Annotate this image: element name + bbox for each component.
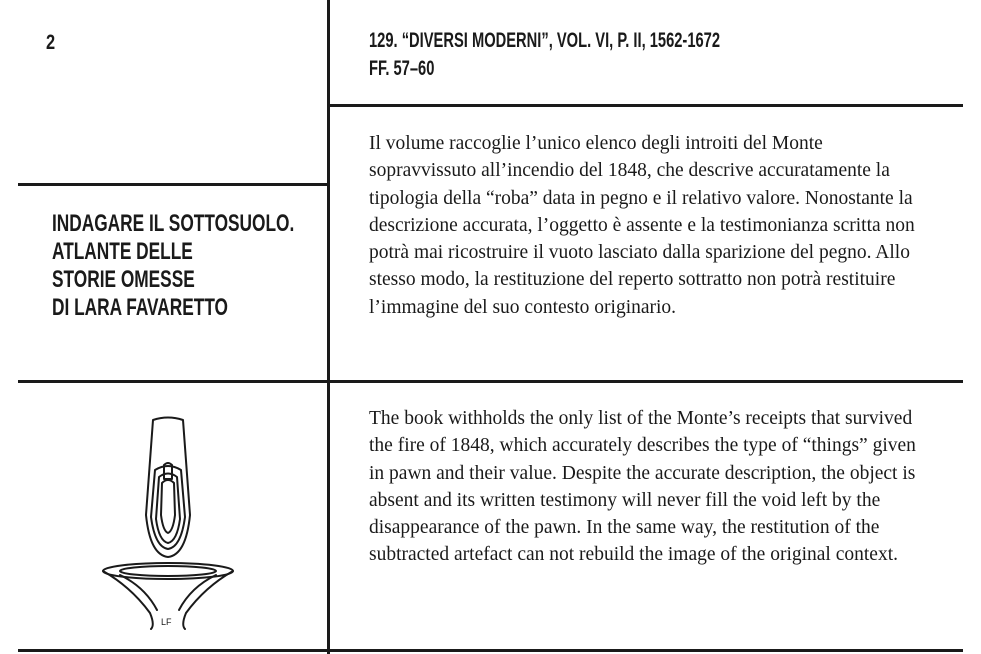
signature-label: LF xyxy=(161,617,172,627)
entry-title-line-2: FF. 57–60 xyxy=(369,57,435,80)
page-number: 2 xyxy=(46,31,56,54)
book-title-line-4: DI LARA FAVARETTO xyxy=(52,294,229,321)
entry-title-line-1: 129. “DIVERSI MODERNI”, VOL. VI, P. II, 1562-1672 xyxy=(369,29,721,52)
rule-bottom xyxy=(18,649,963,652)
entry-title xyxy=(369,27,720,83)
rule-header-right xyxy=(330,104,963,107)
book-title-line-3: STORIE OMESSE xyxy=(52,266,195,293)
vertical-divider xyxy=(327,0,330,654)
book-title-line-1: INDAGARE IL SOTTOSUOLO. xyxy=(52,210,295,237)
book-title-line-2: ATLANTE DELLE xyxy=(52,238,193,265)
description-english: The book withholds the only list of the Monte’s receipts that survived the fire of 1848, which accurately describes the type of “things” given in pawn and their value. Despite the accurate description, the object is absent and its written testimony will never fill the void left by the disappearance of the pawn. In the same way, the restitution of the subtracted artefact can not rebuild the image of the original context. xyxy=(369,408,916,566)
pawn-object-drawing-icon xyxy=(95,415,235,630)
rule-middle xyxy=(18,380,963,383)
rule-title-left xyxy=(18,183,327,186)
description-italian: Il volume raccoglie l’unico elenco degli introiti del Monte sopravvissuto all’incendio del 1848, che descrive accuratamente la tipologia della “roba” data in pegno e il relativo valore. Nonostante la descrizione accurata, l’oggetto è assente e la testimonianza scritta non potrà mai ricostruire il vuoto lasciato dalla sparizione del pegno. Allo stesso modo, la restituzione del reperto sottratto non potrà restituire l’immagine del suo contesto originario. xyxy=(369,133,915,318)
book-title xyxy=(52,210,294,322)
